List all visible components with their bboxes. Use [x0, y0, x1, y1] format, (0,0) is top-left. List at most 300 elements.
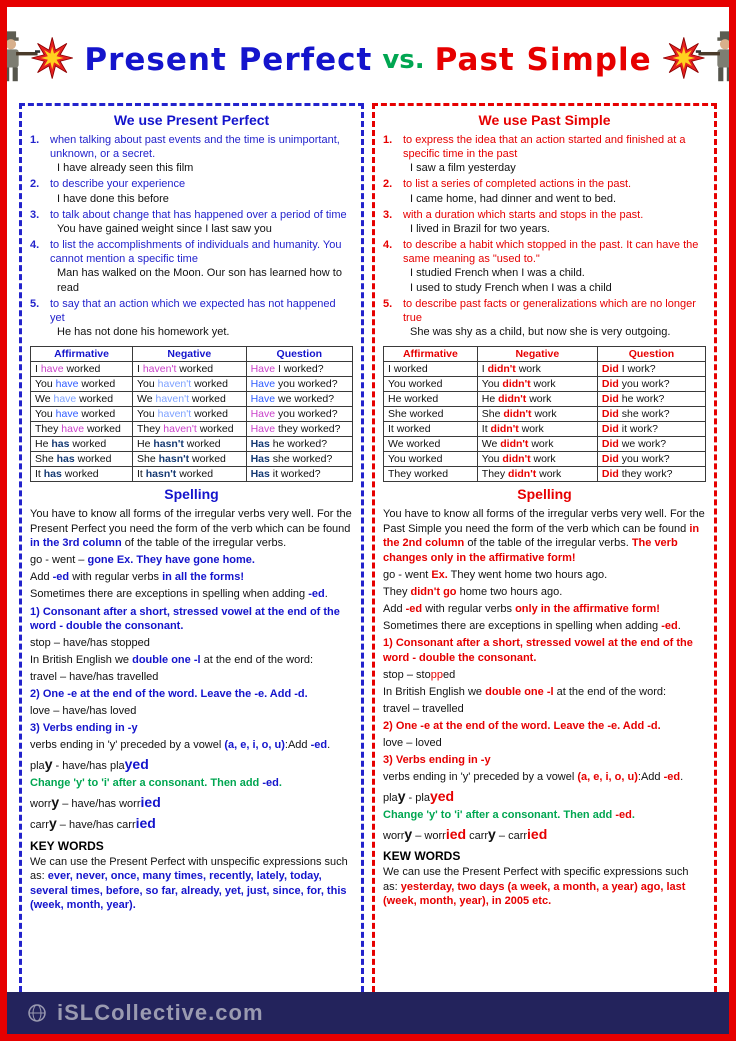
text-segment: worked	[176, 363, 214, 376]
present-perfect-keywords-heading: KEY WORDS	[30, 838, 104, 853]
text-segment: -ed	[310, 739, 328, 752]
text-segment: She	[35, 453, 57, 466]
text-segment: worked	[61, 468, 99, 481]
text-segment: Did	[601, 423, 619, 436]
text-segment: He	[481, 393, 499, 406]
text-segment: ied	[445, 825, 467, 842]
text-segment: work	[515, 363, 541, 376]
text-segment: 2) One -e at the end of the word. Leave the -e. Add -d.	[30, 688, 308, 701]
text-segment: We	[137, 393, 156, 406]
spelling-line	[383, 668, 706, 683]
spelling-line	[383, 619, 706, 634]
text-segment: has	[51, 438, 70, 451]
text-segment: worr	[30, 798, 52, 811]
text-segment: travel – travelled	[383, 702, 464, 715]
table-cell	[133, 452, 247, 467]
watermark-bar	[7, 992, 729, 1034]
spelling-line	[383, 787, 706, 806]
table-cell	[246, 437, 352, 452]
text-segment: haven't	[142, 363, 177, 376]
table-cell	[477, 422, 597, 437]
rule-item	[383, 208, 706, 222]
table-header: Affirmative	[384, 347, 478, 362]
table-cell	[246, 422, 352, 437]
text-segment: haven't	[155, 393, 190, 406]
text-segment: worked	[74, 453, 112, 466]
text-segment: 2) One -e at the end of the word. Leave the -e. Add -d.	[383, 719, 661, 732]
past-simple-heading: We use Past Simple	[478, 112, 611, 128]
text-segment: work	[528, 438, 554, 451]
text-segment: didn't	[502, 453, 531, 466]
rule-number: 1.	[30, 134, 40, 146]
text-segment: We	[481, 438, 501, 451]
text-segment: Add	[30, 571, 53, 584]
spelling-line	[30, 721, 353, 736]
spelling-line	[30, 553, 353, 568]
rule-number: 2.	[383, 178, 393, 191]
text-segment: (a, e, i, o, u)	[577, 770, 638, 783]
text-segment: -ed	[405, 603, 423, 615]
text-segment: he work?	[618, 393, 665, 406]
text-segment: Have	[250, 408, 276, 421]
table-cell	[597, 407, 705, 422]
text-segment: hasn't	[145, 468, 177, 481]
text-segment: worked	[63, 363, 101, 376]
table-cell	[133, 437, 247, 452]
text-segment: Ex.	[431, 568, 448, 581]
text-segment: She	[481, 408, 504, 421]
text-segment: -ed	[661, 620, 678, 633]
rule-item	[30, 133, 353, 161]
table-cell	[597, 467, 705, 482]
text-segment: worked	[189, 453, 226, 466]
text-segment: Did	[601, 363, 619, 376]
text-segment: :Add	[284, 739, 311, 752]
text-segment: I	[35, 363, 41, 376]
table-cell	[246, 392, 352, 407]
spelling-line	[30, 704, 353, 719]
spelling-line	[30, 653, 353, 668]
table-row	[31, 422, 353, 437]
text-segment: she worked?	[269, 453, 333, 466]
table-cell	[384, 377, 478, 392]
spelling-line	[30, 793, 353, 812]
text-segment: it work?	[618, 423, 658, 436]
text-segment: love – have/has loved	[30, 705, 137, 718]
rule-text: to describe your experience	[50, 178, 186, 191]
table-cell	[597, 437, 705, 452]
text-segment: He worked	[388, 393, 439, 406]
text-segment: worked	[191, 378, 228, 391]
text-segment: Add	[383, 603, 406, 615]
spelling-line	[30, 670, 353, 685]
text-segment: 3) Verbs ending in -y	[30, 722, 138, 735]
text-segment: of the table of the irregular verbs.	[464, 537, 632, 550]
text-segment: Has	[250, 468, 270, 481]
table-row	[31, 452, 353, 467]
table-cell	[384, 437, 478, 452]
text-segment: yed	[124, 756, 149, 773]
text-segment: haven't	[163, 423, 197, 436]
text-segment: They worked	[388, 468, 449, 481]
text-segment: worked	[78, 408, 116, 421]
text-segment: In British English we	[30, 654, 133, 667]
example-sentence: I have already seen this film	[57, 162, 194, 175]
text-segment: Have	[250, 363, 276, 376]
text-segment: .	[680, 770, 684, 783]
spelling-line	[30, 687, 353, 702]
text-segment: worked	[183, 438, 221, 451]
text-segment: ied	[135, 815, 156, 832]
spelling-line	[30, 776, 353, 791]
text-segment: .	[327, 739, 331, 752]
text-segment: Did	[601, 438, 619, 451]
text-segment: didn't	[487, 363, 516, 376]
text-segment: didn't	[502, 378, 531, 391]
table-header-row	[384, 347, 706, 362]
present-perfect-conjugation-table	[30, 346, 353, 482]
present-perfect-rules	[30, 133, 353, 339]
text-segment: work	[536, 468, 562, 481]
past-simple-keywords-heading: KEW WORDS	[383, 849, 461, 864]
text-segment: In British English we	[383, 685, 486, 698]
table-row	[384, 467, 706, 482]
rule-text: when talking about past events and the time is unimportant, unknown, or a secret.	[50, 134, 340, 161]
past-simple-keywords	[383, 865, 706, 909]
text-segment: ever, never, once, many times, recently, lately, today, several times, before, so far, already, yet, just, since, for, this (week, month, year).	[30, 870, 347, 912]
text-segment: she work?	[618, 408, 670, 421]
text-segment: worked	[84, 423, 121, 436]
past-simple-spelling	[383, 507, 706, 843]
text-segment: Have	[250, 393, 276, 406]
text-segment: You	[137, 378, 158, 391]
text-segment: They	[35, 423, 62, 436]
text-segment: y	[48, 815, 57, 832]
table-cell	[477, 407, 597, 422]
text-segment: stop – sto	[383, 668, 431, 681]
table-cell	[246, 377, 352, 392]
table-cell	[246, 467, 352, 482]
table-cell	[477, 437, 597, 452]
spelling-line	[30, 587, 353, 602]
text-segment: 1) Consonant after a short, stressed vowel at the end of the word - double the consonant.	[383, 637, 693, 664]
text-segment: You	[35, 378, 56, 391]
rule-item	[383, 133, 706, 161]
text-segment: with regular verbs	[422, 603, 516, 615]
rule-text: to list a series of completed actions in the past.	[403, 178, 632, 191]
text-segment: yesterday, two days (a week, a month, a year) ago, last (week, month, year), in 2005 etc.	[383, 880, 686, 908]
text-segment: have	[53, 393, 77, 406]
text-segment: 3) Verbs ending in -y	[383, 753, 491, 766]
text-segment: travel – have/has travelled	[30, 671, 159, 684]
table-cell	[133, 362, 247, 377]
text-segment: they worked?	[275, 423, 341, 436]
text-segment: work	[530, 378, 556, 391]
rule-item	[383, 238, 706, 266]
table-cell	[384, 467, 478, 482]
past-simple-column	[372, 103, 717, 1028]
table-header: Negative	[133, 347, 247, 362]
table-cell	[597, 362, 705, 377]
rule-text: to describe past facts or generalizations which are no longer true	[403, 297, 696, 325]
rule-number: 5.	[30, 297, 40, 310]
text-segment: -ed	[262, 777, 279, 790]
text-segment: She	[137, 453, 159, 466]
table-row	[31, 407, 353, 422]
table-header-row	[31, 347, 353, 362]
text-segment: (a, e, i, o, u)	[224, 739, 285, 752]
globe-icon	[27, 1003, 47, 1023]
table-cell	[133, 422, 247, 437]
text-segment: yed	[429, 787, 455, 804]
text-segment: hasn't	[153, 438, 184, 451]
spelling-line	[30, 605, 353, 634]
example-sentence: She was shy as a child, but now she is very outgoing.	[410, 326, 671, 339]
table-cell	[31, 437, 133, 452]
text-segment: pla	[383, 791, 398, 804]
table-cell	[31, 377, 133, 392]
text-segment: worked	[69, 438, 107, 451]
text-segment: – carr	[495, 829, 528, 842]
text-segment: home two hours ago.	[456, 585, 563, 598]
text-segment: gone Ex. They have gone home.	[87, 554, 255, 567]
two-column-layout	[7, 103, 729, 1028]
table-cell	[246, 362, 352, 377]
text-segment: go - went	[383, 568, 432, 581]
page-title-vs: vs.	[382, 45, 425, 75]
text-segment: verbs ending in 'y' preceded by a vowel	[30, 739, 225, 752]
spelling-line	[383, 685, 706, 700]
rule-item	[30, 208, 353, 222]
text-segment: Did	[601, 453, 619, 466]
table-cell	[133, 377, 247, 392]
hunter-cartoon-left	[0, 27, 78, 94]
rule-text: to say that an action which we expected has not happened yet	[50, 297, 336, 325]
past-simple-spelling-heading: Spelling	[517, 486, 572, 503]
table-header: Negative	[477, 347, 597, 362]
table-cell	[384, 422, 478, 437]
text-segment: haven't	[157, 378, 192, 391]
example-sentence: I came home, had dinner and went to bed.	[410, 192, 617, 205]
text-segment: worked	[196, 423, 234, 436]
table-row	[384, 422, 706, 437]
text-segment: worked	[191, 408, 228, 421]
text-segment: ed	[442, 668, 456, 681]
rule-text: to express the idea that an action started and finished at a specific time in the past	[403, 134, 686, 161]
text-segment: you worked?	[275, 408, 338, 421]
text-segment: – worr	[412, 829, 446, 842]
text-segment: Sometimes there are exceptions in spelling when adding	[383, 620, 662, 633]
text-segment: we worked?	[275, 393, 335, 406]
text-segment: .	[324, 588, 328, 601]
text-segment: We	[35, 393, 54, 406]
rule-text: to talk about change that has happened over a period of time	[50, 208, 347, 221]
spelling-line	[383, 808, 706, 823]
rule-number: 5.	[383, 297, 393, 310]
rule-item	[383, 297, 706, 325]
text-segment: y	[488, 825, 496, 842]
text-segment: stop – have/has stopped	[30, 637, 150, 650]
past-simple-conjugation-table	[383, 346, 706, 482]
text-segment: You	[481, 453, 503, 466]
text-segment: It	[35, 468, 44, 481]
table-cell	[477, 362, 597, 377]
text-segment: you work?	[618, 378, 670, 391]
spelling-line	[383, 719, 706, 734]
spelling-line	[30, 755, 353, 774]
example-sentence: I have done this before	[57, 192, 169, 205]
table-row	[31, 362, 353, 377]
text-segment: Change 'y' to 'i' after a consonant. Then add	[383, 808, 616, 821]
table-cell	[31, 362, 133, 377]
text-segment: .	[278, 777, 282, 790]
text-segment: at the end of the word:	[200, 654, 314, 667]
text-segment: I worked	[388, 363, 428, 376]
table-cell	[31, 467, 133, 482]
table-cell	[384, 392, 478, 407]
text-segment: they work?	[618, 468, 673, 481]
text-segment: pla	[30, 760, 45, 773]
text-segment: work	[531, 408, 557, 421]
text-segment: he worked?	[269, 438, 328, 451]
text-segment: y	[404, 825, 413, 842]
table-cell	[477, 452, 597, 467]
rule-number: 3.	[30, 208, 40, 221]
text-segment: They	[481, 468, 509, 481]
table-row	[384, 437, 706, 452]
text-segment: worked	[189, 393, 226, 406]
text-segment: – have/has worr	[59, 798, 141, 811]
rule-text: with a duration which starts and stops in the past.	[403, 208, 644, 221]
rule-number: 4.	[30, 239, 40, 252]
table-row	[31, 392, 353, 407]
text-segment: Did	[601, 468, 619, 481]
text-segment: Have	[250, 378, 276, 391]
past-simple-rules	[383, 133, 706, 339]
spelling-line	[383, 736, 706, 751]
text-segment: Change 'y' to 'i' after a consonant. Then add	[30, 777, 263, 790]
rule-item	[383, 177, 706, 191]
text-segment: -ed	[52, 571, 70, 584]
table-cell	[246, 452, 352, 467]
text-segment: You	[35, 408, 56, 421]
text-segment: worr	[383, 829, 405, 842]
text-segment: y	[44, 756, 53, 773]
spelling-line	[30, 507, 353, 551]
text-segment: work	[530, 453, 556, 466]
text-segment: I worked?	[275, 363, 324, 376]
table-cell	[384, 362, 478, 377]
table-cell	[597, 377, 705, 392]
text-segment: verbs ending in 'y' preceded by a vowel	[383, 770, 578, 783]
text-segment: have	[55, 378, 79, 391]
table-cell	[384, 407, 478, 422]
text-segment: He	[35, 438, 52, 451]
spelling-line	[383, 770, 706, 785]
text-segment: love – loved	[383, 736, 442, 749]
text-segment: in all the forms!	[162, 571, 244, 584]
text-segment: .	[631, 808, 635, 821]
text-segment: It	[137, 468, 146, 481]
text-segment: worked	[176, 468, 214, 481]
table-cell	[31, 407, 133, 422]
table-row	[384, 362, 706, 377]
text-segment: carr	[466, 829, 489, 842]
example-sentence: I used to study French when I was a child	[410, 281, 612, 294]
text-segment: Sometimes there are exceptions in spelling when adding	[30, 588, 309, 601]
rule-number: 4.	[383, 239, 393, 252]
rule-item	[30, 238, 353, 266]
table-cell	[597, 422, 705, 437]
table-row	[384, 407, 706, 422]
rule-number: 2.	[30, 178, 40, 191]
spelling-line	[30, 636, 353, 651]
text-segment: pp	[430, 668, 443, 681]
text-segment: hasn't	[158, 453, 190, 466]
present-perfect-column	[19, 103, 364, 1028]
title-banner	[7, 7, 729, 103]
text-segment: Did	[601, 378, 619, 391]
present-perfect-spelling-heading: Spelling	[164, 486, 219, 503]
text-segment: The verb changes only in the affirmative form!	[383, 537, 678, 564]
table-row	[384, 452, 706, 467]
table-cell	[597, 392, 705, 407]
text-segment: They	[137, 423, 164, 436]
rule-number: 1.	[383, 134, 393, 146]
text-segment: -ed	[615, 808, 632, 821]
text-segment: They went home two hours ago.	[447, 568, 608, 581]
text-segment: -ed	[308, 588, 325, 601]
table-cell	[31, 422, 133, 437]
present-perfect-spelling	[30, 507, 353, 832]
table-row	[31, 467, 353, 482]
table-row	[384, 377, 706, 392]
text-segment: work	[526, 393, 552, 406]
text-segment: work	[518, 423, 544, 436]
table-header: Question	[597, 347, 705, 362]
text-segment: They	[383, 585, 411, 598]
spelling-line	[30, 814, 353, 833]
hunter-cartoon-right	[658, 27, 736, 94]
text-segment: go - went –	[30, 554, 88, 567]
table-row	[31, 377, 353, 392]
table-cell	[597, 452, 705, 467]
text-segment: in the 2nd column	[383, 522, 700, 550]
table-cell	[133, 467, 247, 482]
text-segment: I	[481, 363, 488, 376]
text-segment: of the table of the irregular verbs.	[121, 537, 287, 550]
text-segment: worked	[78, 378, 116, 391]
table-header: Affirmative	[31, 347, 133, 362]
text-segment: has	[56, 453, 75, 466]
text-segment: 1) Consonant after a short, stressed vowel at the end of the word - double the consonant.	[30, 605, 340, 633]
text-segment: You worked	[388, 378, 443, 391]
text-segment: - pla	[405, 791, 430, 804]
rule-item	[30, 297, 353, 325]
text-segment: didn't	[500, 438, 529, 451]
text-segment: have	[61, 423, 85, 436]
text-segment: It worked	[388, 423, 431, 436]
text-segment: have	[40, 363, 64, 376]
text-segment: .	[677, 620, 681, 633]
text-segment: you work?	[618, 453, 670, 466]
text-segment: only in the affirmative form!	[515, 603, 660, 615]
text-segment: -ed	[663, 770, 681, 783]
text-segment: You have to know all forms of the irregular verbs very well. For the Past Simple you need the form of the verb which can be found	[383, 508, 705, 535]
example-sentence: Man has walked on the Moon. Our son has learned how to read	[57, 267, 342, 294]
text-segment: it worked?	[269, 468, 321, 481]
text-segment: at the end of the word:	[553, 685, 667, 698]
